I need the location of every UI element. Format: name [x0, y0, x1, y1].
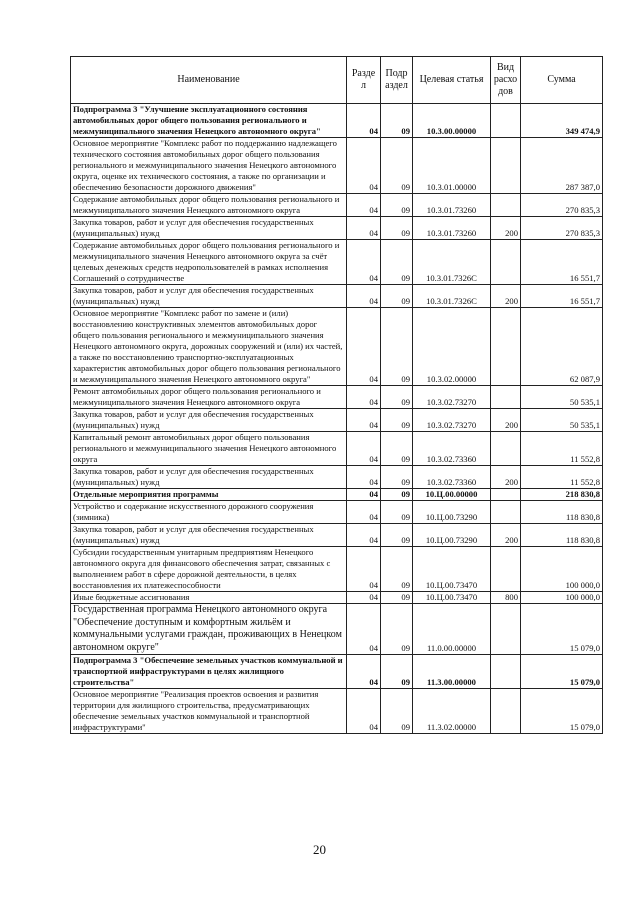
header-expense-type: Вид расхо дов [491, 57, 521, 104]
row-name: Основное мероприятие "Комплекс работ по замене и (или) восстановлению конструктивных элементов автомобильных дорог общего пользования регионального и межмуниципального значения Ненецкого автономного округа, дорожных сооружений и (или) их частей, а также по восстановлению транспортно-эксплуатационных характеристик автомобильных дорог общего пользования регионального и межмуниципального значения Ненецкого автономного округа" [71, 308, 347, 386]
row-section: 04 [347, 592, 381, 604]
table-row [71, 138, 603, 194]
row-expense-type [491, 104, 521, 138]
row-section: 04 [347, 524, 381, 547]
row-target: 10.Ц.00.00000 [413, 489, 491, 501]
table-row [71, 217, 603, 240]
row-target: 10.Ц.00.73470 [413, 592, 491, 604]
table-row [71, 689, 603, 734]
row-subsection: 09 [381, 194, 413, 217]
row-name: Государственная программа Ненецкого автономного округа "Обеспечение доступным и комфортным жильём и коммунальными услугами граждан, проживающих в Ненецком автономном округе" [71, 604, 347, 655]
row-target: 10.3.02.73270 [413, 386, 491, 409]
row-subsection: 09 [381, 604, 413, 655]
row-expense-type: 800 [491, 592, 521, 604]
row-target: 10.3.02.73360 [413, 432, 491, 466]
row-section: 04 [347, 194, 381, 217]
row-expense-type [491, 547, 521, 592]
row-name: Закупка товаров, работ и услуг для обеспечения государственных (муниципальных) нужд [71, 217, 347, 240]
row-target: 10.3.00.00000 [413, 104, 491, 138]
row-target: 10.3.02.00000 [413, 308, 491, 386]
row-subsection: 09 [381, 592, 413, 604]
row-section: 04 [347, 689, 381, 734]
row-target: 11.3.02.00000 [413, 689, 491, 734]
row-sum: 15 079,0 [521, 689, 603, 734]
row-subsection: 09 [381, 524, 413, 547]
row-sum: 100 000,0 [521, 592, 603, 604]
row-expense-type [491, 386, 521, 409]
row-subsection: 09 [381, 409, 413, 432]
row-expense-type: 200 [491, 466, 521, 489]
row-expense-type [491, 432, 521, 466]
row-target: 10.3.02.73360 [413, 466, 491, 489]
row-subsection: 09 [381, 104, 413, 138]
row-expense-type [491, 308, 521, 386]
header-name: Наименование [71, 57, 347, 104]
row-target: 11.0.00.00000 [413, 604, 491, 655]
row-section: 04 [347, 466, 381, 489]
row-sum: 118 830,8 [521, 501, 603, 524]
table-row [71, 104, 603, 138]
table-row [71, 524, 603, 547]
row-sum: 50 535,1 [521, 409, 603, 432]
row-name: Основное мероприятие "Комплекс работ по поддержанию надлежащего технического состояния автомобильных дорог общего пользования регионального и межмуниципального значения Ненецкого автономного округа, оценке их технического состояния, а также по организации и обеспечению безопасности дорожного движения" [71, 138, 347, 194]
row-section: 04 [347, 655, 381, 689]
row-section: 04 [347, 409, 381, 432]
row-subsection: 09 [381, 466, 413, 489]
header-sum: Сумма [521, 57, 603, 104]
page-number: 20 [313, 842, 326, 857]
table-row [71, 501, 603, 524]
row-name: Устройство и содержание искусственного дорожного сооружения (зимника) [71, 501, 347, 524]
row-name: Закупка товаров, работ и услуг для обеспечения государственных (муниципальных) нужд [71, 466, 347, 489]
row-name: Подпрограмма 3 "Улучшение эксплуатационного состояния автомобильных дорог общего пользования регионального и межмуниципального значения Ненецкого автономного округа" [71, 104, 347, 138]
table-row [71, 592, 603, 604]
row-subsection: 09 [381, 240, 413, 285]
row-section: 04 [347, 547, 381, 592]
row-sum: 16 551,7 [521, 240, 603, 285]
row-target: 10.Ц.00.73290 [413, 501, 491, 524]
row-expense-type [491, 194, 521, 217]
header-subsection: Подр аздел [381, 57, 413, 104]
row-target: 10.3.01.7326С [413, 285, 491, 308]
row-subsection: 09 [381, 217, 413, 240]
row-expense-type [491, 138, 521, 194]
row-subsection: 09 [381, 308, 413, 386]
table-row [71, 240, 603, 285]
row-sum: 100 000,0 [521, 547, 603, 592]
row-target: 10.3.01.73260 [413, 217, 491, 240]
row-subsection: 09 [381, 655, 413, 689]
row-name: Капитальный ремонт автомобильных дорог общего пользования регионального и межмуниципального значения Ненецкого автономного округа [71, 432, 347, 466]
row-sum: 270 835,3 [521, 194, 603, 217]
row-sum: 50 535,1 [521, 386, 603, 409]
table-header-row [71, 57, 603, 104]
row-expense-type [491, 655, 521, 689]
row-expense-type: 200 [491, 409, 521, 432]
row-subsection: 09 [381, 547, 413, 592]
row-section: 04 [347, 432, 381, 466]
row-target: 10.3.01.7326С [413, 240, 491, 285]
row-expense-type [491, 689, 521, 734]
table-row [71, 655, 603, 689]
row-section: 04 [347, 217, 381, 240]
row-target: 10.Ц.00.73470 [413, 547, 491, 592]
row-target: 11.3.00.00000 [413, 655, 491, 689]
row-name: Подпрограмма 3 "Обеспечение земельных участков коммунальной и транспортной инфраструктурами в целях жилищного строительства" [71, 655, 347, 689]
budget-table [70, 56, 603, 734]
row-name: Содержание автомобильных дорог общего пользования регионального и межмуниципального значения Ненецкого автономного округа [71, 194, 347, 217]
row-section: 04 [347, 501, 381, 524]
row-expense-type: 200 [491, 285, 521, 308]
row-expense-type [491, 501, 521, 524]
row-target: 10.3.02.73270 [413, 409, 491, 432]
row-expense-type [491, 489, 521, 501]
row-sum: 218 830,8 [521, 489, 603, 501]
row-subsection: 09 [381, 138, 413, 194]
row-subsection: 09 [381, 501, 413, 524]
row-sum: 349 474,9 [521, 104, 603, 138]
row-sum: 118 830,8 [521, 524, 603, 547]
table-row [71, 386, 603, 409]
row-subsection: 09 [381, 432, 413, 466]
table-row [71, 194, 603, 217]
table-row [71, 285, 603, 308]
row-sum: 11 552,8 [521, 432, 603, 466]
row-name: Закупка товаров, работ и услуг для обеспечения государственных (муниципальных) нужд [71, 524, 347, 547]
table-row [71, 547, 603, 592]
row-expense-type: 200 [491, 217, 521, 240]
table-row [71, 489, 603, 501]
row-section: 04 [347, 308, 381, 386]
row-section: 04 [347, 240, 381, 285]
row-sum: 15 079,0 [521, 604, 603, 655]
row-expense-type: 200 [491, 524, 521, 547]
row-subsection: 09 [381, 689, 413, 734]
row-expense-type [491, 604, 521, 655]
row-sum: 62 087,9 [521, 308, 603, 386]
row-subsection: 09 [381, 489, 413, 501]
row-sum: 15 079,0 [521, 655, 603, 689]
table-row [71, 409, 603, 432]
table-row [71, 466, 603, 489]
row-sum: 16 551,7 [521, 285, 603, 308]
row-section: 04 [347, 604, 381, 655]
row-name: Закупка товаров, работ и услуг для обеспечения государственных (муниципальных) нужд [71, 409, 347, 432]
row-expense-type [491, 240, 521, 285]
row-name: Основное мероприятие "Реализация проектов освоения и развития территории для жилищного строительства, предусматривающих обеспечение земельных участков коммунальной и транспортной инфраструктурами" [71, 689, 347, 734]
row-name: Отдельные мероприятия программы [71, 489, 347, 501]
row-name: Иные бюджетные ассигнования [71, 592, 347, 604]
row-name: Ремонт автомобильных дорог общего пользования регионального и межмуниципального значения Ненецкого автономного округа [71, 386, 347, 409]
row-sum: 11 552,8 [521, 466, 603, 489]
header-target: Целевая статья [413, 57, 491, 104]
row-target: 10.Ц.00.73290 [413, 524, 491, 547]
row-section: 04 [347, 386, 381, 409]
row-name: Содержание автомобильных дорог общего пользования регионального и межмуниципального значения Ненецкого автономного округа за счёт целевых денежных средств недропользователей в рамках исполнения Соглашений о сотрудничестве [71, 240, 347, 285]
row-section: 04 [347, 104, 381, 138]
row-target: 10.3.01.00000 [413, 138, 491, 194]
row-section: 04 [347, 285, 381, 308]
row-section: 04 [347, 138, 381, 194]
row-section: 04 [347, 489, 381, 501]
header-section: Разде л [347, 57, 381, 104]
row-name: Субсидии государственным унитарным предприятиям Ненецкого автономного округа для финансового обеспечения затрат, связанных с выполнением работ в сфере дорожной деятельности, в целях восстановления их платежеспособности [71, 547, 347, 592]
row-subsection: 09 [381, 386, 413, 409]
row-name: Закупка товаров, работ и услуг для обеспечения государственных (муниципальных) нужд [71, 285, 347, 308]
row-sum: 287 387,0 [521, 138, 603, 194]
row-subsection: 09 [381, 285, 413, 308]
table-row [71, 432, 603, 466]
row-sum: 270 835,3 [521, 217, 603, 240]
row-target: 10.3.01.73260 [413, 194, 491, 217]
table-row [71, 308, 603, 386]
table-row [71, 604, 603, 655]
